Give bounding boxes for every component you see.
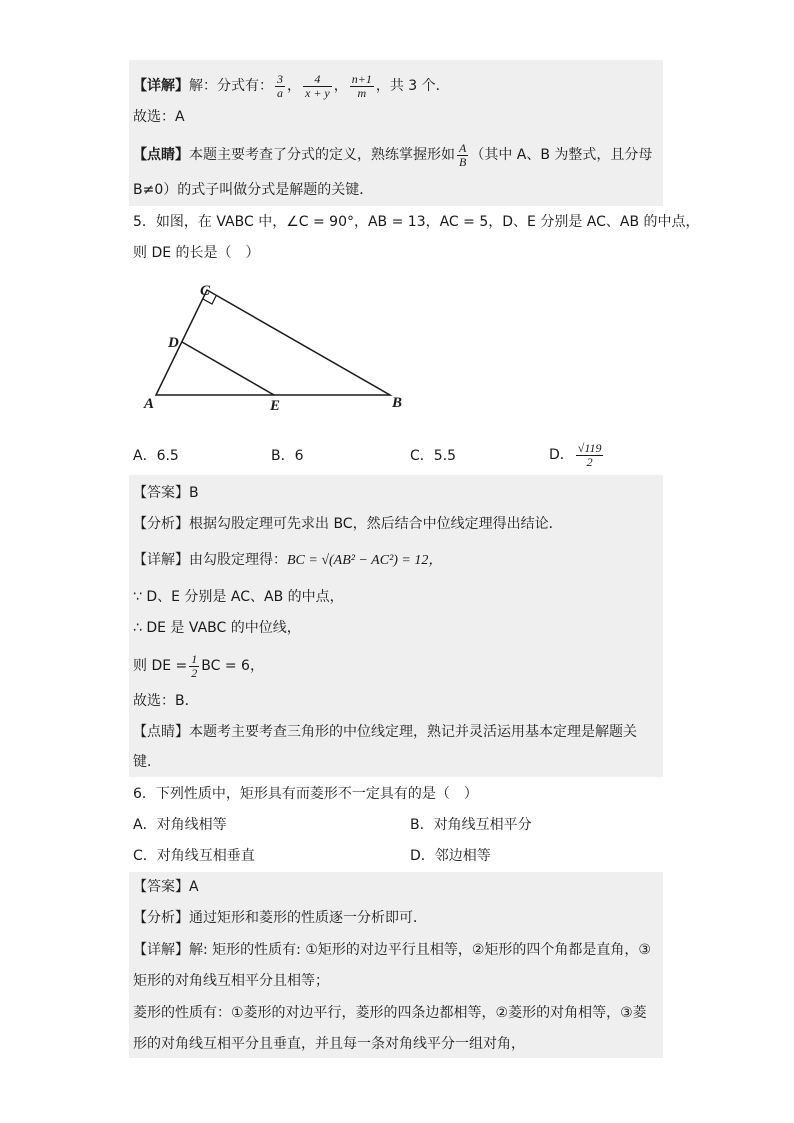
fraction-3-over-a: $\frac{3}{a}$: [277, 71, 283, 100]
q5-option-a[interactable]: A．6.5: [133, 448, 179, 464]
fraction-4-over-x-plus-y: $\frac{4}{x + y}$: [305, 71, 330, 100]
q4-choice: 故选：A: [133, 109, 185, 125]
label-c: C: [200, 283, 211, 299]
q6-detail-line4: 形的对角线互相平分且垂直，并且每一条对角线平分一组对角，: [133, 1036, 525, 1052]
q5-choice: 故选：B．: [133, 693, 199, 709]
q6-solution-block: [129, 872, 663, 1058]
q6-option-d[interactable]: D．邻边相等: [410, 848, 491, 864]
label-b: B: [392, 395, 403, 411]
q5-option-d[interactable]: D． $\frac{√119}{2}$: [549, 440, 602, 469]
q6-analysis: 【分析】通过矩形和菱形的性质逐一分析即可．: [133, 910, 427, 926]
fraction-n-plus-1-over-m: $\frac{n+1}{m}$: [351, 71, 372, 100]
fraction-one-half: $\frac{1}{2}$: [191, 651, 198, 680]
q5-stem-line2: 则 DE 的长是（ ）: [133, 245, 260, 261]
q6-detail-line3: 菱形的性质有：①菱形的对边平行，菱形的四条边都相等，②菱形的对角相等，③菱: [133, 1005, 647, 1021]
q5-therefore: ∴ DE 是 VABC 的中位线，: [133, 620, 301, 636]
segment-de: [182, 342, 274, 395]
q6-detail-line2: 矩形的对角线互相平分且相等；: [133, 973, 329, 989]
q5-answer: 【答案】B: [133, 485, 199, 501]
q6-option-b[interactable]: B．对角线互相平分: [410, 817, 532, 833]
q5-then: 则 DE = $\frac{1}{2}$ BC = 6，: [133, 651, 264, 680]
q6-detail-line1: 【详解】解: 矩形的性质有: ①矩形的对边平行且相等，②矩形的四个角都是直角，③: [133, 942, 651, 958]
q5-point-line2: 键．: [133, 754, 161, 770]
q5-option-b[interactable]: B．6: [271, 448, 304, 464]
fraction-sqrt119-over-2: $\frac{√119}{2}$: [577, 440, 602, 469]
q5-because: ∵ D、E 分别是 AC、AB 的中点，: [133, 589, 344, 605]
q4-point-line1: 【点睛】本题主要考查了分式的定义，熟练掌握形如 $\frac{A}{B}$ （其中 A、B 为整式，且分母: [133, 140, 653, 169]
detail-tag: 【详解】: [133, 78, 189, 94]
label-d: D: [168, 335, 179, 351]
q5-analysis: 【分析】根据勾股定理可先求出 BC，然后结合中位线定理得出结论．: [133, 516, 563, 532]
q4-point-line2: B≠0）的式子叫做分式是解题的关键．: [133, 182, 374, 198]
label-e: E: [270, 398, 281, 414]
label-a: A: [144, 396, 155, 412]
triangle-abc: [156, 290, 390, 395]
q6-option-a[interactable]: A．对角线相等: [133, 817, 227, 833]
q6-answer: 【答案】A: [133, 879, 199, 895]
q6-stem: 6．下列性质中，矩形具有而菱形不一定具有的是（ ）: [133, 786, 478, 802]
fraction-a-over-b: $\frac{A}{B}$: [459, 140, 467, 169]
q5-detail: 【详解】由勾股定理得：BC = √(AB² − AC²) = 12，: [133, 552, 443, 568]
q5-point-line1: 【点睛】本题考主要考查三角形的中位线定理，熟记并灵活运用基本定理是解题关: [133, 724, 637, 740]
q5-option-c[interactable]: C．5.5: [410, 448, 457, 464]
q6-option-c[interactable]: C．对角线互相垂直: [133, 848, 255, 864]
q4-detail-line: 【详解】解：分式有： $\frac{3}{a}$ ， $\frac{4}{x + y}$ ， $\frac{n+1}{m}$ ，共 3 个．: [133, 71, 450, 100]
q5-stem-line1: 5．如图，在 VABC 中，∠C = 90°，AB = 13，AC = 5，D、E 分别是 AC、AB 的中点，: [133, 214, 700, 230]
triangle-figure: [140, 280, 420, 420]
